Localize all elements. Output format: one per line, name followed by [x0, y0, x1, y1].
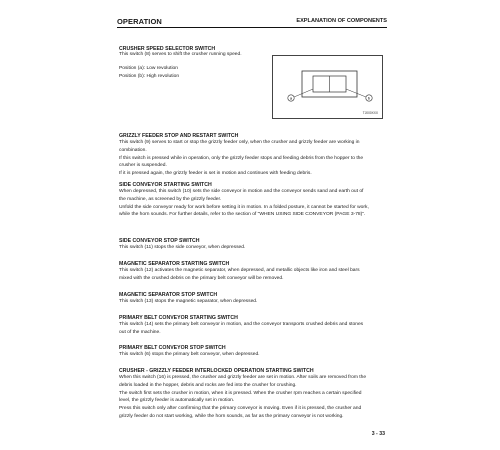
section-body	[119, 374, 381, 421]
callout-b-label: b	[367, 95, 371, 101]
body-line: This switch (9) serves to start or stop the grizzly feeder only, when the crusher and grizzly feeder are working in	[119, 140, 360, 145]
section-title: EXPLANATION OF COMPONENTS	[296, 18, 387, 24]
callout-b-leader	[346, 89, 366, 97]
section-heading: SIDE CONVEYOR STOP SWITCH	[119, 238, 200, 244]
figure-code: TJ000XXX	[362, 111, 378, 115]
body-line: Position (a): Low revolution	[119, 66, 178, 71]
section-heading: PRIMARY BELT CONVEYOR STARTING SWITCH	[119, 315, 238, 321]
body-line: When this switch (16) is pressed, the crusher and grizzly feeder are set in motion. After soils are removed from the	[119, 375, 367, 380]
section-heading: GRIZZLY FEEDER STOP AND RESTART SWITCH	[119, 133, 239, 139]
body-line: Position (b): High revolution	[119, 73, 180, 79]
callout-a-leader	[294, 89, 313, 97]
body-line: out of the machine.	[119, 329, 161, 335]
body-line: while the horn sounds. For further details, refer to the section of "WHEN USING SIDE CONVEYOR (PAGE 3-78)".	[119, 212, 366, 218]
body-line: If this switch is pressed while in operation, only the grizzly feeder stops and feeding debris from the hopper to the	[119, 155, 364, 161]
section-heading: SIDE CONVEYOR STARTING SWITCH	[119, 182, 212, 188]
section-heading: CRUSHER - GRIZZLY FEEDER INTERLOCKED OPERATION STARTING SWITCH	[119, 368, 314, 374]
body-line: grizzly feeder do not start working, while the horn sounds, as far as the primary conveyor is not working.	[119, 413, 344, 419]
section-body	[119, 298, 381, 306]
body-line: If it is pressed again, the grizzly feeder is set in motion and continues with feeding debris.	[119, 171, 312, 177]
body-line: This switch (14) sets the primary belt conveyor in motion, and the conveyor transports crushed debris and stones	[119, 322, 364, 327]
body-line: When depressed, this switch (10) sets the side conveyor in motion and the conveyor sends sand and earth out of	[119, 189, 364, 194]
callout-a-label: a	[289, 95, 293, 101]
body-line: This switch (13) stops the magnetic separator, when depressed.	[119, 299, 258, 304]
section-body	[119, 244, 381, 252]
body-line: level, the grizzly feeder is automatically set in motion.	[119, 398, 235, 404]
body-line: combination.	[119, 147, 147, 153]
section-heading: CRUSHER SPEED SELECTOR SWITCH	[119, 46, 216, 52]
switch-illustration	[272, 55, 383, 119]
page-number: 3 - 33	[371, 431, 385, 437]
section-body	[119, 351, 381, 359]
section-heading: MAGNETIC SEPARATOR STOP SWITCH	[119, 292, 218, 298]
header-rule	[117, 27, 387, 28]
body-line: This switch (6) stops the primary belt conveyor, when depressed.	[119, 352, 260, 357]
section-body	[119, 188, 381, 219]
body-line: This switch (11) stops the side conveyor, when depressed.	[119, 245, 246, 250]
body-line: crusher is suspended.	[119, 163, 167, 169]
body-line: debris loaded in the hopper, debris and rocks are fed into the crusher for crushing.	[119, 382, 297, 388]
section-body	[119, 321, 381, 337]
body-line: This switch (12) activates the magnetic separator, when depressed, and metallic objects like iron and steel bars	[119, 268, 360, 273]
body-line: the machine, as screened by the grizzly feeder.	[119, 196, 222, 202]
chapter-title: OPERATION	[117, 17, 162, 26]
body-line: This switch (8) serves to shift the crusher running speed.	[119, 52, 242, 57]
body-line: Press this switch only after confirming that the primary conveyor is moving. Even if it is pressed, the crusher and	[119, 406, 362, 412]
body-line: The switch first sets the crusher in motion, when it is pressed. When the crusher rpm reaches a certain specified	[119, 390, 362, 396]
section-body	[119, 267, 381, 283]
section-body	[119, 139, 381, 178]
section-heading: MAGNETIC SEPARATOR STARTING SWITCH	[119, 261, 230, 267]
body-line: mixed with the crushed debris on the primary belt conveyor will be removed.	[119, 275, 284, 281]
section-heading: PRIMARY BELT CONVEYOR STOP SWITCH	[119, 345, 226, 351]
body-line: Unfold the side conveyor ready for work before setting it in motion. In a folded posture, it cannot be started for work,	[119, 204, 369, 210]
